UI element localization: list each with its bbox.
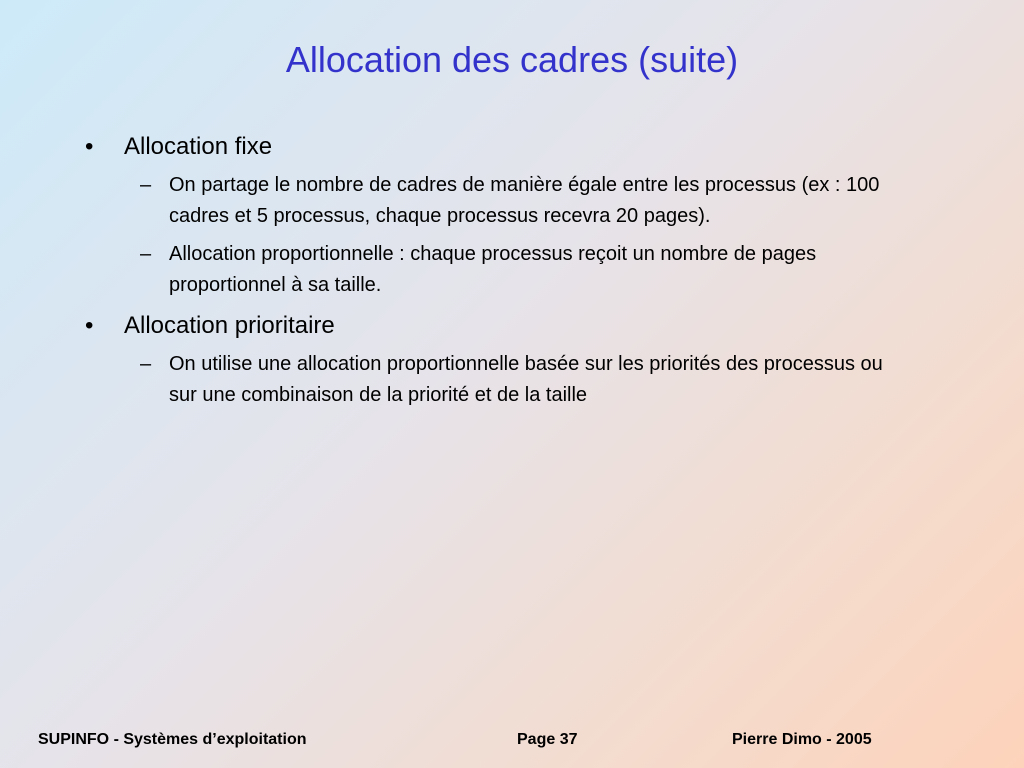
bullet-text: Allocation fixe (124, 133, 273, 160)
bullet-marker: • (85, 133, 94, 160)
sub-bullet-item (124, 349, 905, 411)
footer-page-number: Page 37 (517, 731, 578, 748)
dash-marker: – (140, 353, 152, 375)
bullet-item (85, 130, 905, 164)
slide-content (85, 130, 905, 419)
dash-marker: – (140, 243, 152, 265)
bullet-text: Allocation prioritaire (124, 312, 335, 339)
sub-bullet-text: Allocation proportionnelle : chaque processus reçoit un nombre de pages proportionnel à sa taille. (169, 243, 817, 296)
bullet-marker: • (85, 312, 94, 339)
footer-author-year: Pierre Dimo - 2005 (732, 731, 872, 748)
dash-marker: – (140, 174, 152, 196)
sub-bullet-text: On partage le nombre de cadres de manière égale entre les processus (ex : 100 cadres et 5 processus, chaque processus recevra 20 pages). (169, 174, 880, 227)
sub-bullet-item (124, 170, 905, 232)
sub-list (124, 349, 905, 411)
bullet-item (85, 309, 905, 343)
slide-title: Allocation des cadres (suite) (285, 39, 739, 80)
sub-bullet-text: On utilise une allocation proportionnelle basée sur les priorités des processus ou sur une combinaison de la priorité et de la taille (169, 353, 883, 406)
sub-list (124, 170, 905, 301)
footer-course-label: SUPINFO - Systèmes d’exploitation (38, 731, 307, 748)
sub-bullet-item (124, 239, 905, 301)
